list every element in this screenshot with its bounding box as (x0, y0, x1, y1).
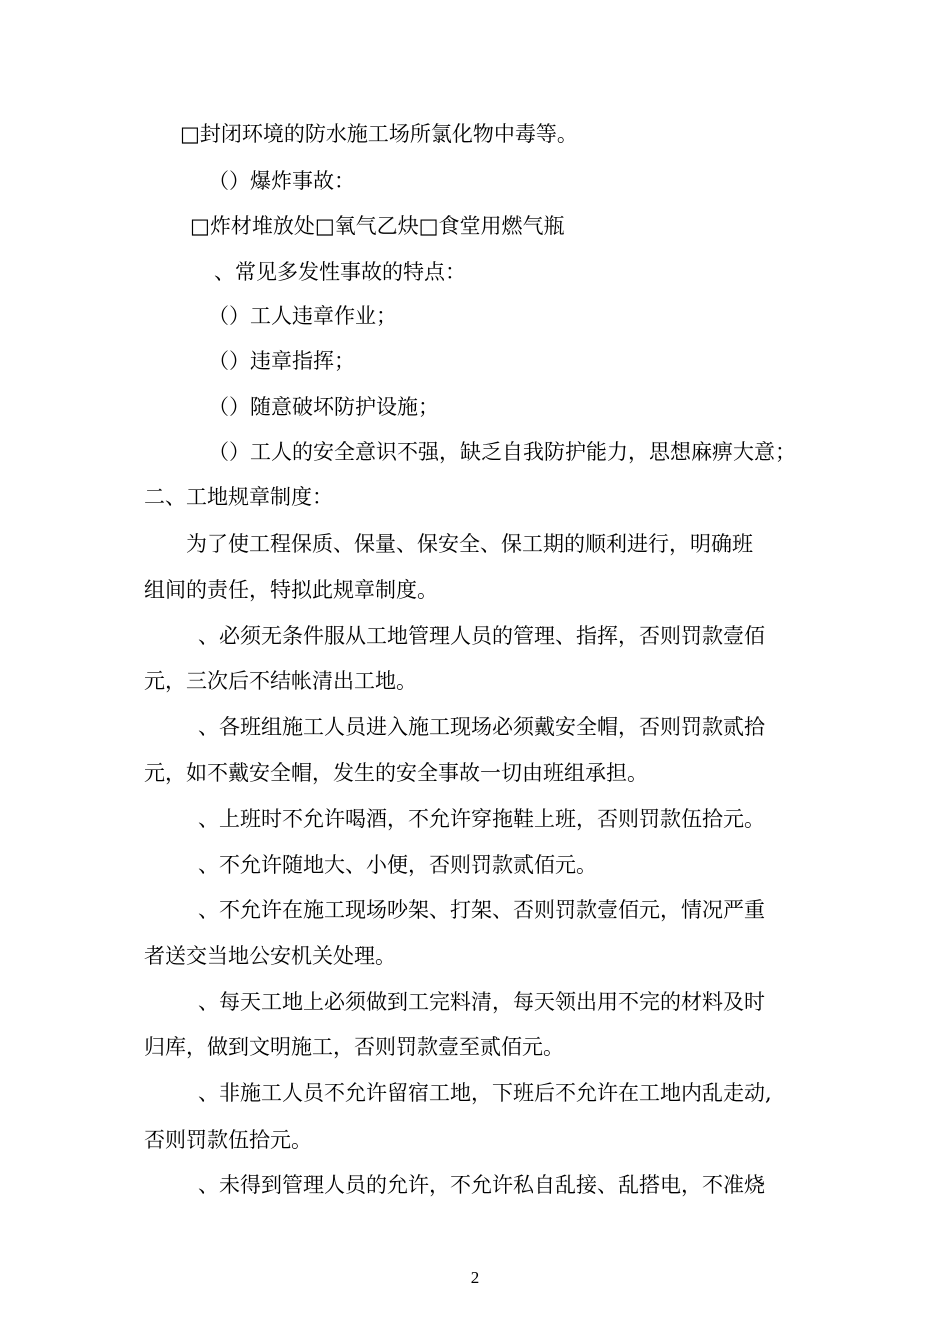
text-line: 、常见多发性事故的特点： (214, 260, 466, 284)
text-line: 、非施工人员不允许留宿工地，下班后不允许在工地内乱走动, (198, 1081, 772, 1105)
text-line: 为了使工程保质、保量、保安全、保工期的顺利进行，明确班 (186, 532, 753, 556)
text-line: 组间的责任，特拟此规章制度。 (144, 578, 438, 602)
text-line: □炸材堆放处□氧气乙炔□食堂用燃气瓶 (190, 214, 565, 238)
section-heading: 二、工地规章制度： (144, 485, 333, 509)
text-line: 、不允许随地大、小便，否则罚款贰佰元。 (198, 853, 597, 877)
text-line: （）违章指挥； (208, 349, 355, 373)
text-line: 、未得到管理人员的允许，不允许私自乱接、乱搭电，不准烧 (198, 1173, 765, 1197)
text-line: 归库，做到文明施工，否则罚款壹至贰佰元。 (144, 1035, 564, 1059)
text-line: 元，三次后不结帐清出工地。 (144, 669, 417, 693)
text-line: 否则罚款伍拾元。 (144, 1128, 312, 1152)
text-line: 、不允许在施工现场吵架、打架、否则罚款壹佰元，情况严重 (198, 898, 765, 922)
text-line: 、上班时不允许喝酒，不允许穿拖鞋上班，否则罚款伍拾元。 (198, 807, 765, 831)
text-line: （）爆炸事故： (208, 169, 355, 193)
text-line: （）随意破坏防护设施； (208, 395, 439, 419)
text-line: （）工人的安全意识不强，缺乏自我防护能力，思想麻痹大意； (208, 440, 796, 464)
text-line: 元，如不戴安全帽，发生的安全事故一切由班组承担。 (144, 761, 648, 785)
text-line: 者送交当地公安机关处理。 (144, 944, 396, 968)
text-line: 、每天工地上必须做到工完料清，每天领出用不完的材料及时 (198, 990, 765, 1014)
text-line: □封闭环境的防水施工场所氯化物中毒等。 (180, 122, 578, 146)
text-line: 、各班组施工人员进入施工现场必须戴安全帽，否则罚款贰拾 (198, 715, 765, 739)
page-number: 2 (470, 1268, 480, 1287)
text-line: 、必须无条件服从工地管理人员的管理、指挥，否则罚款壹佰 (198, 624, 765, 648)
text-line: （）工人违章作业； (208, 304, 397, 328)
